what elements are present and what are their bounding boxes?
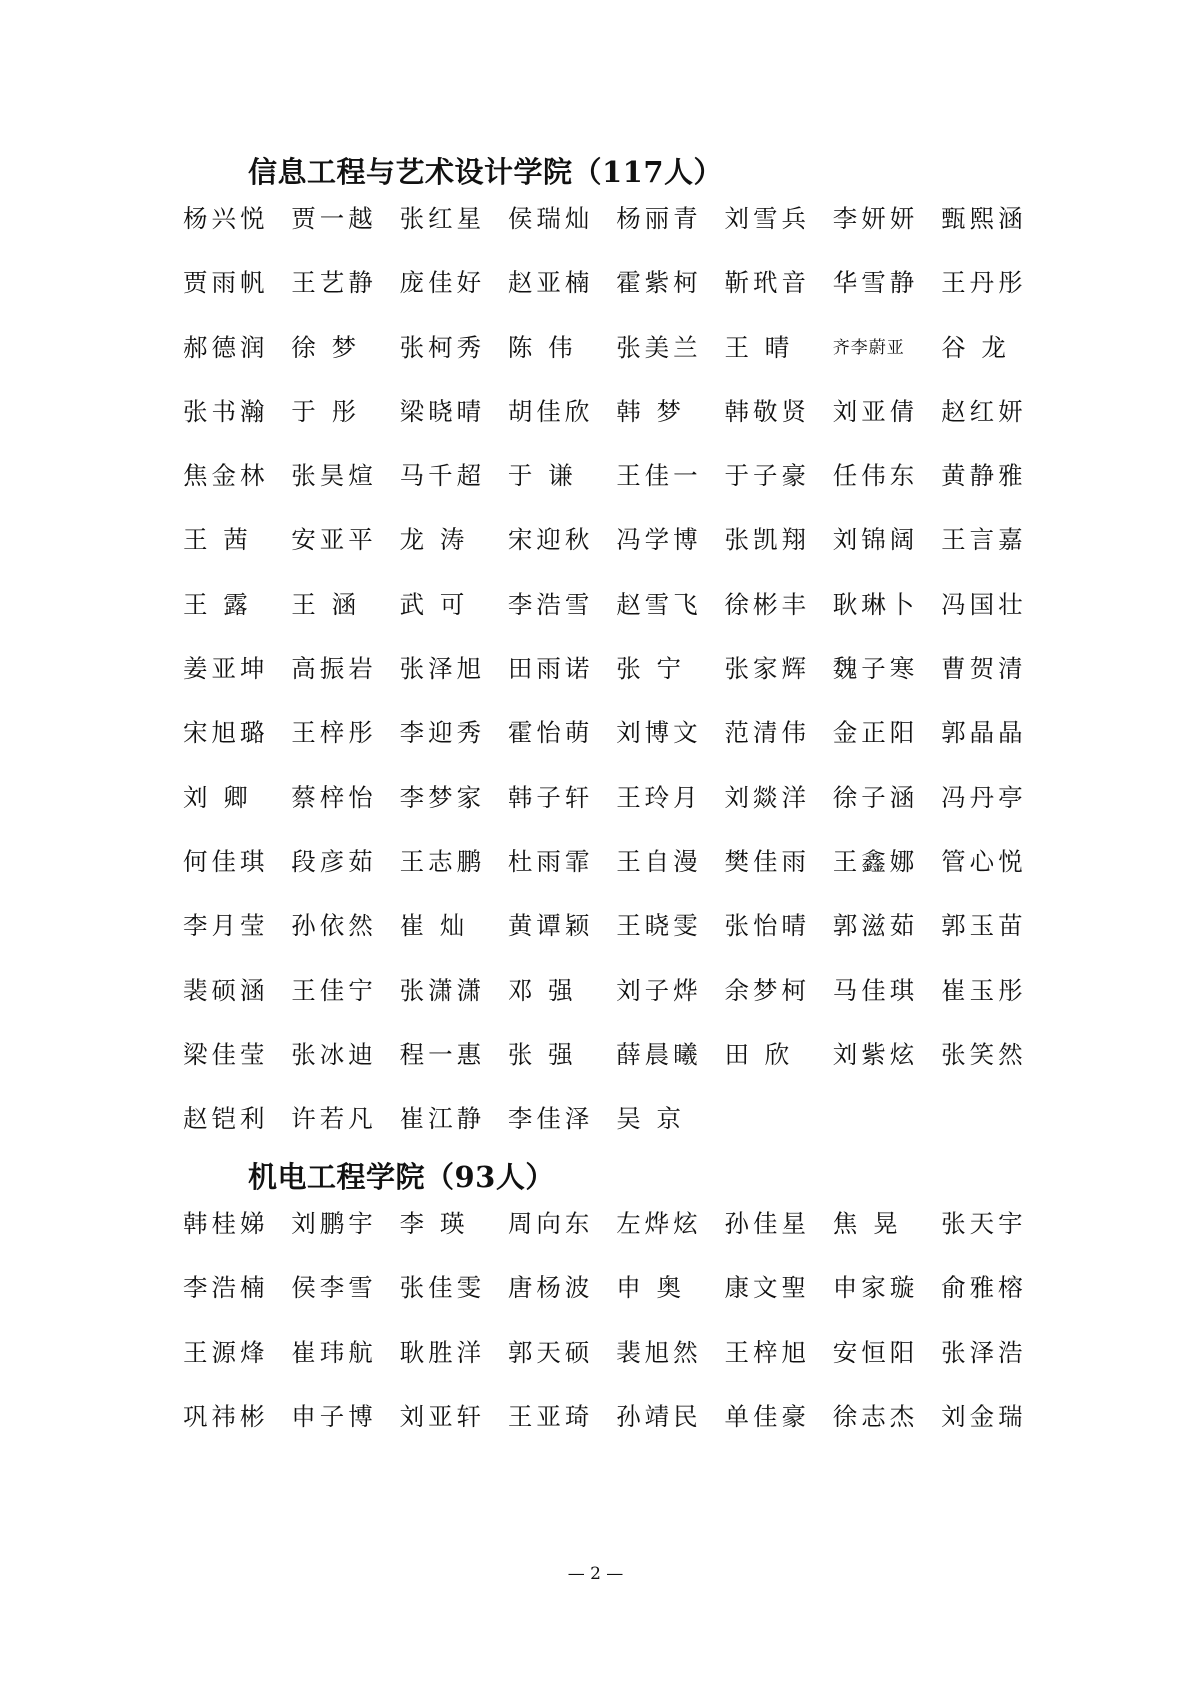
name-entry: 姜亚坤 bbox=[183, 654, 269, 684]
name-entry: 崔玉彤 bbox=[941, 975, 1027, 1005]
name-entry: 庞佳好 bbox=[399, 268, 486, 298]
name-entry: 侯李雪 bbox=[291, 1273, 377, 1303]
name-entry: 刘金瑞 bbox=[941, 1401, 1027, 1431]
name-entry: 王晓雯 bbox=[616, 911, 702, 941]
name-entry: 贾一越 bbox=[291, 204, 377, 233]
name-entry: 申家璇 bbox=[832, 1273, 919, 1303]
name-entry: 杨丽青 bbox=[616, 204, 702, 233]
name-entry: 王 露 bbox=[183, 589, 252, 619]
name-entry: 于 彤 bbox=[291, 396, 361, 426]
name-entry: 程一惠 bbox=[399, 1039, 486, 1069]
name-entry: 甄熙涵 bbox=[941, 204, 1027, 233]
name-entry: 韩子轩 bbox=[507, 782, 594, 812]
name-entry: 裴旭然 bbox=[616, 1337, 702, 1367]
name-entry: 范清伟 bbox=[724, 718, 810, 748]
name-list bbox=[183, 187, 1049, 1151]
name-entry: 黄静雅 bbox=[941, 461, 1027, 491]
name-entry: 胡佳欣 bbox=[507, 396, 594, 426]
name-entry: 贾雨帆 bbox=[183, 268, 269, 298]
name-entry: 孙依然 bbox=[291, 911, 377, 941]
name-entry: 冯国壮 bbox=[941, 589, 1027, 619]
name-entry: 曹贺清 bbox=[941, 654, 1027, 684]
name-entry: 梁晓晴 bbox=[399, 396, 486, 426]
name-entry: 赵红妍 bbox=[941, 396, 1027, 426]
name-entry: 李浩雪 bbox=[507, 589, 594, 619]
name-entry: 齐李蔚亚 bbox=[832, 337, 905, 358]
name-entry: 刘 卿 bbox=[183, 782, 252, 812]
name-entry: 杜雨霏 bbox=[507, 846, 594, 876]
name-list bbox=[183, 1192, 1049, 1449]
name-entry: 安恒阳 bbox=[832, 1337, 919, 1367]
name-entry: 华雪静 bbox=[832, 268, 919, 298]
name-entry: 宋旭璐 bbox=[183, 718, 269, 748]
name-entry: 宋迎秋 bbox=[507, 525, 594, 555]
name-entry: 张泽旭 bbox=[399, 654, 486, 684]
name-entry: 靳玳音 bbox=[724, 268, 810, 298]
name-entry: 王梓彤 bbox=[291, 718, 377, 748]
name-entry: 崔 灿 bbox=[399, 911, 469, 941]
name-entry: 王亚琦 bbox=[507, 1401, 594, 1431]
name-entry: 王玲月 bbox=[616, 782, 702, 812]
name-entry: 李妍妍 bbox=[832, 204, 919, 233]
name-entry: 张书瀚 bbox=[183, 396, 269, 426]
name-entry: 张家辉 bbox=[724, 654, 810, 684]
name-entry: 刘亚倩 bbox=[832, 396, 919, 426]
name-entry: 巩祎彬 bbox=[183, 1401, 269, 1431]
name-entry: 张笑然 bbox=[941, 1039, 1027, 1069]
name-entry: 刘锦阔 bbox=[832, 525, 919, 555]
name-entry: 于 谦 bbox=[507, 461, 577, 491]
name-entry: 李迎秀 bbox=[399, 718, 486, 748]
name-entry: 徐志杰 bbox=[832, 1401, 919, 1431]
name-entry: 刘子烨 bbox=[616, 975, 702, 1005]
name-entry: 俞雅榕 bbox=[941, 1273, 1027, 1303]
name-entry: 张昊煊 bbox=[291, 461, 377, 491]
name-entry: 谷 龙 bbox=[941, 332, 1010, 362]
name-entry: 孙靖民 bbox=[616, 1401, 702, 1431]
name-entry: 韩 梦 bbox=[616, 396, 685, 426]
name-entry: 魏子寒 bbox=[832, 654, 919, 684]
name-entry: 王佳一 bbox=[616, 461, 702, 491]
name-entry: 王自漫 bbox=[616, 846, 702, 876]
name-entry: 田雨诺 bbox=[507, 654, 594, 684]
name-entry: 薛晨曦 bbox=[616, 1039, 702, 1069]
section-title: 机电工程学院（93人） bbox=[248, 1160, 555, 1194]
name-entry: 王鑫娜 bbox=[832, 846, 919, 876]
name-entry: 张佳雯 bbox=[399, 1273, 486, 1303]
name-entry: 赵亚楠 bbox=[507, 268, 594, 298]
name-entry: 王梓旭 bbox=[724, 1337, 810, 1367]
name-entry: 左烨炫 bbox=[616, 1209, 702, 1238]
name-entry: 韩敬贤 bbox=[724, 396, 810, 426]
name-entry: 侯瑞灿 bbox=[507, 204, 594, 233]
name-entry: 冯学博 bbox=[616, 525, 702, 555]
name-entry: 吴 京 bbox=[616, 1104, 685, 1134]
name-entry: 徐彬丰 bbox=[724, 589, 810, 619]
name-entry: 马佳琪 bbox=[832, 975, 919, 1005]
name-entry: 赵铠利 bbox=[183, 1104, 269, 1134]
name-entry: 唐杨波 bbox=[507, 1273, 594, 1303]
name-entry: 李月莹 bbox=[183, 911, 269, 941]
name-entry: 徐子涵 bbox=[832, 782, 919, 812]
name-entry: 郭玉苗 bbox=[941, 911, 1027, 941]
name-entry: 焦 晃 bbox=[832, 1209, 902, 1238]
name-entry: 蔡梓怡 bbox=[291, 782, 377, 812]
name-entry: 申子博 bbox=[291, 1401, 377, 1431]
name-entry: 徐 梦 bbox=[291, 332, 361, 362]
name-entry: 梁佳莹 bbox=[183, 1039, 269, 1069]
name-entry: 冯丹亭 bbox=[941, 782, 1027, 812]
name-entry: 杨兴悦 bbox=[183, 204, 269, 233]
name-entry: 王源烽 bbox=[183, 1337, 269, 1367]
name-entry: 李梦家 bbox=[399, 782, 486, 812]
name-entry: 龙 涛 bbox=[399, 525, 469, 555]
name-entry: 王志鹏 bbox=[399, 846, 486, 876]
name-entry: 段彦茹 bbox=[291, 846, 377, 876]
name-entry: 张泽浩 bbox=[941, 1337, 1027, 1367]
name-entry: 刘博文 bbox=[616, 718, 702, 748]
name-entry: 王艺静 bbox=[291, 268, 377, 298]
name-entry: 申 奥 bbox=[616, 1273, 685, 1303]
name-entry: 王丹彤 bbox=[941, 268, 1027, 298]
name-entry: 张 强 bbox=[507, 1039, 577, 1069]
name-entry: 余梦柯 bbox=[724, 975, 810, 1005]
page-number: — 2 — bbox=[567, 1564, 624, 1584]
name-entry: 霍怡萌 bbox=[507, 718, 594, 748]
name-entry: 崔江静 bbox=[399, 1104, 486, 1134]
name-entry: 王言嘉 bbox=[941, 525, 1027, 555]
name-entry: 王 茜 bbox=[183, 525, 252, 555]
name-entry: 耿胜洋 bbox=[399, 1337, 486, 1367]
name-entry: 刘亚轩 bbox=[399, 1401, 486, 1431]
name-entry: 于子豪 bbox=[724, 461, 810, 491]
name-entry: 张冰迪 bbox=[291, 1039, 377, 1069]
name-entry: 刘燚洋 bbox=[724, 782, 810, 812]
name-entry: 李浩楠 bbox=[183, 1273, 269, 1303]
name-entry: 韩桂娣 bbox=[183, 1209, 269, 1238]
name-entry: 康文聖 bbox=[724, 1273, 810, 1303]
name-entry: 张凯翔 bbox=[724, 525, 810, 555]
name-entry: 马千超 bbox=[399, 461, 486, 491]
section-title: 信息工程与艺术设计学院（117人） bbox=[248, 155, 724, 189]
name-entry: 高振岩 bbox=[291, 654, 377, 684]
name-entry: 张怡晴 bbox=[724, 911, 810, 941]
name-entry: 樊佳雨 bbox=[724, 846, 810, 876]
name-entry: 武 可 bbox=[399, 589, 469, 619]
name-entry: 单佳豪 bbox=[724, 1401, 810, 1431]
name-entry: 霍紫柯 bbox=[616, 268, 702, 298]
name-entry: 李 瑛 bbox=[399, 1209, 469, 1238]
name-entry: 孙佳星 bbox=[724, 1209, 810, 1238]
name-entry: 刘雪兵 bbox=[724, 204, 810, 233]
name-entry: 郭滋茹 bbox=[832, 911, 919, 941]
name-entry: 许若凡 bbox=[291, 1104, 377, 1134]
name-entry: 邓 强 bbox=[507, 975, 577, 1005]
name-entry: 黄谭颖 bbox=[507, 911, 594, 941]
name-entry: 郭天硕 bbox=[507, 1337, 594, 1367]
name-entry: 张红星 bbox=[399, 204, 486, 233]
name-entry: 王 晴 bbox=[724, 332, 794, 362]
name-entry: 金正阳 bbox=[832, 718, 919, 748]
name-entry: 张 宁 bbox=[616, 654, 685, 684]
name-entry: 张潇潇 bbox=[399, 975, 486, 1005]
name-entry: 郭晶晶 bbox=[941, 718, 1027, 748]
name-entry: 田 欣 bbox=[724, 1039, 794, 1069]
name-entry: 刘紫炫 bbox=[832, 1039, 919, 1069]
name-entry: 何佳琪 bbox=[183, 846, 269, 876]
name-entry: 管心悦 bbox=[941, 846, 1027, 876]
name-entry: 陈 伟 bbox=[507, 332, 577, 362]
name-entry: 裴硕涵 bbox=[183, 975, 269, 1005]
name-entry: 刘鹏宇 bbox=[291, 1209, 377, 1238]
name-entry: 张天宇 bbox=[941, 1209, 1027, 1238]
name-entry: 王佳宁 bbox=[291, 975, 377, 1005]
name-entry: 安亚平 bbox=[291, 525, 377, 555]
name-entry: 王 涵 bbox=[291, 589, 361, 619]
name-entry: 张美兰 bbox=[616, 332, 702, 362]
name-entry: 崔玮航 bbox=[291, 1337, 377, 1367]
name-entry: 李佳泽 bbox=[507, 1104, 594, 1134]
name-entry: 任伟东 bbox=[832, 461, 919, 491]
name-entry: 赵雪飞 bbox=[616, 589, 702, 619]
name-entry: 张柯秀 bbox=[399, 332, 486, 362]
name-entry: 郝德润 bbox=[183, 332, 269, 362]
name-entry: 焦金林 bbox=[183, 461, 269, 491]
name-entry: 周向东 bbox=[507, 1209, 594, 1238]
name-entry: 耿琳卜 bbox=[832, 589, 919, 619]
